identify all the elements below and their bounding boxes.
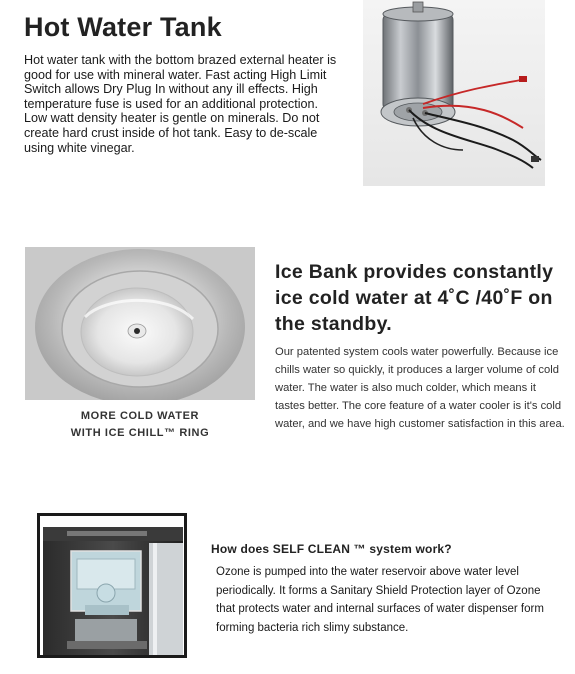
hot-water-tank-description: Hot water tank with the bottom brazed external heater is good for use with mineral water. Fast acting High Limit Switch allows Dry Plug In without any ill effects. High temperature fuse is used for an additional protection. Low watt density heater is gentle on minerals. Do not create hard crust inside of hot tank. Easy to de-scale using white vinegar. [24,53,337,155]
ice-bank-description: Our patented system cools water powerfully. Because ice chills water so quickly, it produces a larger volume of cold water. The water is also much colder, which means it tastes better. The core feature of a water cooler is it's cold water, and we have high customer satisfaction in this area. [275,346,565,430]
section-title-hot-water-tank: Hot Water Tank [24,12,222,42]
self-clean-description: Ozone is pumped into the water reservoir above water level periodically. It forms a Sanitary Shield Protection layer of Ozone that protects water and internal surfaces of water dispenser form forming bacteria rich slimy substance. [216,566,544,634]
ice-caption-line-1: MORE COLD WATER [80,410,200,422]
ice-caption-line-2: WITH ICE CHILL™ RING [70,427,210,439]
hot-water-tank-photo [363,0,545,186]
self-clean-heading: How does SELF CLEAN ™ system work? [211,542,452,556]
self-clean-dispenser-photo [37,513,187,658]
ice-chill-caption [40,408,240,442]
ice-bank-heading: Ice Bank provides constantly ice cold water at 4˚C /40˚F on the standby. [275,261,554,335]
ice-chill-ring-photo [25,247,255,400]
